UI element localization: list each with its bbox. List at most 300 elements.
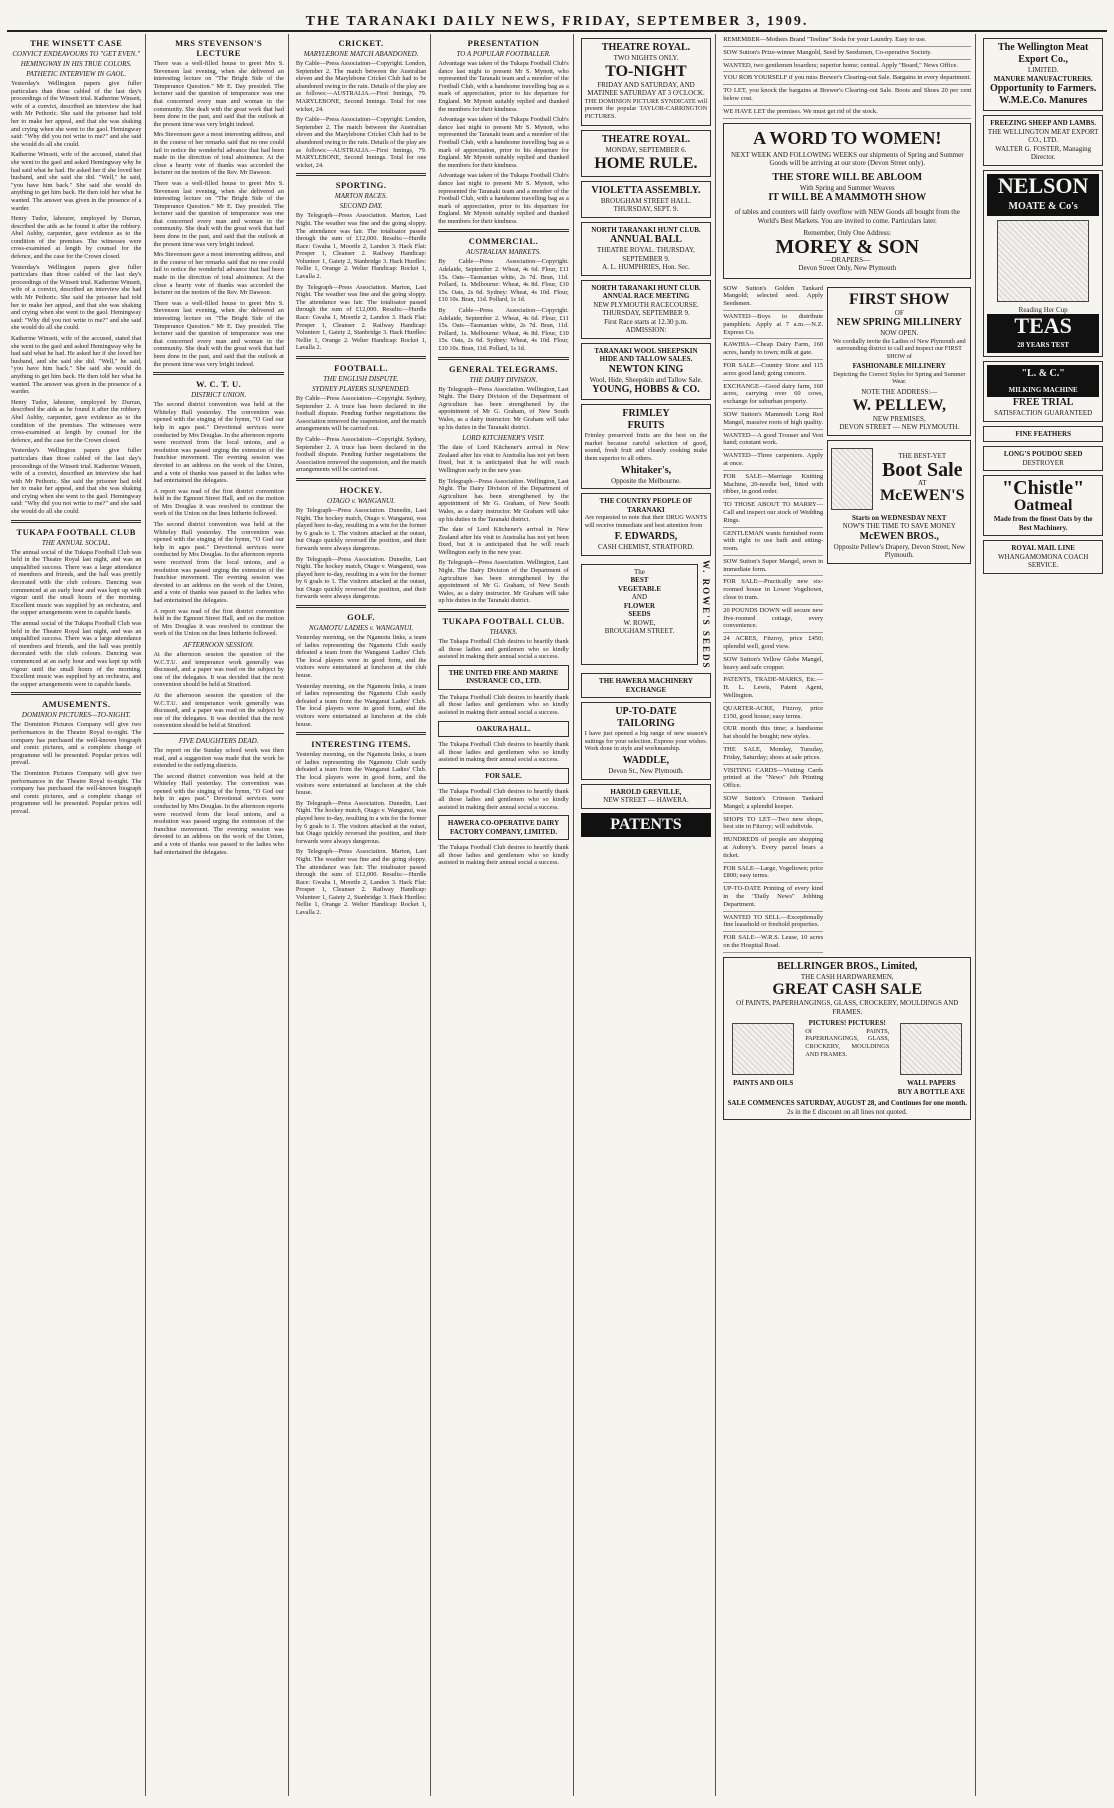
boot-sale-text <box>877 452 967 505</box>
ad-line: AND <box>631 593 648 602</box>
classified-ad: KAWHIA—Cheap Dairy Farm, 160 acres, handy to town; milk at gate. <box>723 339 823 360</box>
paints-block <box>727 1019 799 1096</box>
ad-line: NOW OPEN. <box>880 329 919 338</box>
subhead: MARTON RACES. <box>334 192 388 201</box>
ad-hunt-ball <box>581 222 711 276</box>
wallpaper-icon <box>900 1023 962 1075</box>
ad-bellringer <box>723 957 971 1121</box>
ad-title: VIOLETTA ASSEMBLY. <box>591 184 701 196</box>
ad-milking-machine <box>983 361 1103 422</box>
subhead: PATHETIC INTERVIEW IN GAOL. <box>26 70 127 78</box>
article-text: The Tukapa Football Club desires to heartily thank all those ladies and gentlemen who so kindly assisted in making their annual social a success. <box>438 844 569 867</box>
article-text: Yesterday's Wellington papers give fuller particulars than those cabled of the last day's proceedings of the Winsett trial. Katherine Winsett, wife of a convict, described an interview she had with Mr Pethoric. She said the prisoner had told her to make her appeal, and that she was shaking and crying when she went to the gaol. Hemingway said: "Why did you not write to me?" and she said she would do all she could. <box>11 263 142 332</box>
ad-line: 2s in the £ discount on all lines not quoted. <box>787 1107 908 1116</box>
ad-line: THE CASH HARDWAREMEN, <box>800 972 894 981</box>
classified-ad: VISITING CARDS—Visiting Cards printed at the "News" Job Printing Office. <box>723 765 823 793</box>
article-text: By Telegraph—Press Association. Marton, Last Night. The weather was fine and the going sloppy. The attendance was fair. The totalisator passed through the sum of £12,000. Results:—Hurdle Race: Gwaha 1, Moortle 2, Landon 3. Hack Flat: Prosper 1, Cleanser 2. Railway Handicap: Volunteer 1, Gaiety 2, Stanbridge 3. Hack Hurdles: Nellie 1, Orange 2. Welter Handicap: Rocket 1, Lavalla 2. <box>295 212 427 281</box>
article-text: By Cable—Press Association—Copyright. London, September 2. The match between the Australian eleven and the Marylebone Cricket Club had to be abandoned owing to the rain. Details of the play are as follows:—AUSTRALIA.—First Innings, 79. MARYLEBONE, Second Innings. Total for one wicket, 24. <box>295 116 427 169</box>
article-text: The Dominion Pictures Company will give two performances in the Theatre Royal to-night. The company has purchased the well-known biograph and comic pictures, and a complete change of programme will be presented. Popular prices will prevail. <box>11 769 142 815</box>
classified-ad: SOW Sutton's Crimson Tankard Mangel; a splendid keeper. <box>723 793 823 814</box>
classified-ad: WE HAVE LET the premises. We must get rid of the stock. <box>723 106 971 119</box>
classified-ad: WANTED—Three carpenters. Apply at once. <box>723 450 823 471</box>
article-text: By Telegraph—Press Association. Dunedin, Last Night. The hockey match, Otago v. Wanganui, was played here to-day, resulting in a win for the former by 6 goals to 1. The visitors attacked at the outset, but Otago quickly reversed the position, and their forwards were always dangerous. <box>295 799 427 845</box>
ad-edwards-chemist <box>581 493 711 556</box>
ad-frimley <box>581 404 711 489</box>
article-text: The Tukapa Football Club desires to heartily thank all those ladies and gentlemen who so kindly assisted in making their annual social a success. <box>438 741 569 764</box>
column-5 <box>577 34 716 1796</box>
column-1 <box>7 34 146 1796</box>
ad-text: Of PAINTS, PAPERHANGINGS, GLASS, CROCKERY, MOULDINGS AND FRAMES. <box>805 1027 890 1058</box>
classified-ad: FOR SALE—Practically new six-roomed house in Lower Vogeltown, close to tram. <box>723 576 823 604</box>
article-text: The date of Lord Kitchener's arrival in New Zealand after his visit to Australia has not yet been fixed, but it is anticipated that he will reach Wellington early in the new year. <box>438 526 569 556</box>
classified-ad: FOR SALE—W.R.S. Lease, 10 acres on the Hospital Road. <box>723 932 823 953</box>
ad-line: FASHIONABLE MILLINERY <box>852 362 946 371</box>
article-text: There was a well-filled house to greet Mrs S. Stevenson last evening, when she delivered an interesting lecture on "The Bright Side of the Temperance Question." Mr E. Day presided. The lecturer said the question of temperance was one that concerned every man and woman in the community. She dealt with the great work that had been done in the past, and said that the outlook at the present time was very bright indeed. <box>153 299 284 368</box>
ad-line: MANURE MANUFACTURERS. <box>993 74 1093 83</box>
classified-ad: FOR SALE—Marriage Knitting Machine, 20-needle bed, fitted with ribber, in good order. <box>723 471 823 499</box>
ad-headline: Boot Sale <box>881 458 963 481</box>
seed-tailor-block <box>581 560 711 669</box>
ad-headline: Whitaker's, <box>620 464 672 476</box>
ad-line: BROUGHAM STREET HALL. THURSDAY, SEPT. 9. <box>600 196 692 214</box>
ad-headline: WADDLE, <box>622 755 670 767</box>
display-ads <box>827 283 971 953</box>
ad-title: THEATRE ROYAL. <box>601 42 691 53</box>
ad-text: THE DOMINION PICTURE SYNDICATE will present the popular TAYLOR-CARRINGTON PICTURES. <box>584 97 708 120</box>
ad-insurance <box>438 665 568 690</box>
classified-ad: THE SALE, Monday, Tuesday, Friday, Saturday; shoes at sale prices. <box>723 744 823 765</box>
ad-headline: Opportunity to Farmers. <box>989 83 1097 94</box>
ad-headline: HOME RULE. <box>594 154 698 172</box>
ad-violetta <box>581 181 711 218</box>
ad-title: THE COUNTRY PEOPLE OF TARANAKI <box>599 497 693 514</box>
subhead: DOMINION PICTURES—TO-NIGHT. <box>21 711 131 720</box>
boot-illustration-icon <box>831 448 873 510</box>
ad-home-rule <box>581 130 711 177</box>
divider <box>11 520 141 523</box>
article-text: By Telegraph—Press Association. Dunedin, Last Night. The hockey match, Otago v. Wanganui, was played here to-day, resulting in a win for the former by 6 goals to 1. The visitors attacked at the outset, but Otago quickly reversed the position, and their forwards were always dangerous. <box>295 506 427 552</box>
headline-wctu: W. C. T. U. <box>196 379 242 390</box>
headline-interesting-items: INTERESTING ITEMS. <box>311 739 411 750</box>
ad-headline: FREE TRIAL <box>1012 397 1074 408</box>
ad-headline: Oatmeal <box>1013 497 1073 514</box>
ad-headline: F. EDWARDS, <box>614 531 678 543</box>
ad-title: TARANAKI WOOL SHEEPSKIN HIDE AND TALLOW SALES. <box>594 346 698 364</box>
article-text: The Dominion Pictures Company will give two performances in the Theatre Royal to-night. The company has purchased the well-known biograph and comic pictures, and a complete change of programme will be presented. Popular prices will prevail. <box>11 721 142 767</box>
woman-reading-cup-icon <box>997 220 1089 302</box>
ad-line: THE WELLINGTON MEAT EXPORT CO., LTD. <box>987 127 1099 144</box>
ad-text: NEXT WEEK AND FOLLOWING WEEKS our shipments of Spring and Summer Goods will be arriving at our store (Devon Street only). <box>730 150 964 168</box>
subhead: SYDNEY PLAYERS SUSPENDED. <box>311 385 411 393</box>
ad-line: 28 YEARS TEST <box>987 338 1099 353</box>
ad-line: WALTER G. FOSTER, Managing Director. <box>995 144 1092 161</box>
ad-text: of tables and counters will fairly overflow with NEW Goods all bought from the World's Best Markets. You are invited to come. Particulars later. <box>734 208 960 225</box>
classified-ad: FOR SALE—Large, Vogeltown; price £800; easy terms. <box>723 863 823 884</box>
classified-ad: WANTED, two gentlemen boarders; superior home; central. Apply "Board," News Office. <box>723 60 971 73</box>
ad-mcewen-boot-sale <box>827 440 971 564</box>
ad-text: Are requested to note that their DRUG WANTS will receive immediate and best attention from <box>584 514 708 529</box>
article-text: The Tukapa Football Club desires to heartily thank all those ladies and gentlemen who so kindly assisted in making their annual social a success. <box>438 788 569 811</box>
column-2 <box>149 34 288 1796</box>
divider <box>296 605 426 608</box>
ad-line: DEVON STREET — NEW PLYMOUTH. <box>839 423 960 432</box>
article-text: At the afternoon session the question of the W.C.T.U. and temperance work generally was discussed, and a paper was read on the subject by one of the delegates. It was decided that the next convention should be held at Stratford. <box>153 650 284 689</box>
subhead: OTAGO v. WANGANUI. <box>327 496 396 505</box>
ad-line: Devon Street Only, New Plymouth <box>798 264 897 273</box>
ad-line: NOTE THE ADDRESS:— <box>861 388 938 397</box>
ad-text: Frimley preserved fruits are the best on the market because careful selection of good, sound, fresh fruit and cleanly cooking make them superior to all others. <box>584 432 708 463</box>
ad-line: OF <box>894 308 904 317</box>
ad-line: The <box>634 567 645 576</box>
headline-general-telegrams: GENERAL TELEGRAMS. <box>449 363 559 374</box>
ad-line: Wool, Hide, Sheepskin and Tallow Sale. <box>589 375 703 384</box>
column-3 <box>292 34 431 1796</box>
ad-headline: McEWEN'S <box>880 487 965 505</box>
article-text: A report was read of the first district convention held in the Egmont Street Hall, and on the motion of Mrs Douglas it was resolved to continue the work of the Union on the lines hitherto followed. <box>153 607 284 638</box>
divider <box>296 173 426 176</box>
ad-morey-son <box>723 123 971 279</box>
paint-can-icon <box>732 1023 794 1075</box>
subhead: FIVE DAUGHTERS DEAD. <box>178 736 259 745</box>
subhead: MARYLEBONE MATCH ABANDONED. <box>303 50 419 58</box>
subhead: THE ANNUAL SOCIAL. <box>41 538 111 547</box>
ad-line: MONDAY, SEPTEMBER 6. <box>605 146 687 155</box>
ad-line: Made from the finest Oats by the Best Machinery. <box>993 515 1093 532</box>
ad-headline: A WORD TO WOMEN! <box>753 127 942 148</box>
article-text: There was a well-filled house to greet Mrs S. Stevenson last evening, when she delivered an interesting lecture on "The Bright Side of the Temperance Question." Mr E. Day presided. The lecturer said the question of temperance was one that concerned every man and woman in the community. She dealt with the great work that had been done in the past, and said that the outlook at the present time was very bright indeed. <box>153 60 284 128</box>
subhead: NGAMOTU LADIES v. WANGANUI. <box>309 624 414 633</box>
article-text: Katherine Winsett, wife of the accused, stated that she went to the gaol and asked Hemingway why he had said what he had. He asked her if she loved her husband, and she said she did. "Well," he said, "you have him back." She said she would do anything to get him back. He then told her what he wanted. The answer was given in the presence of a warder. <box>11 335 142 396</box>
ad-line: Of PAINTS, PAPERHANGINGS, GLASS, CROCKERY, MOULDINGS AND FRAMES. <box>736 999 959 1016</box>
classified-ad: FOR SALE—Country Store and 115 acres good land; going concern. <box>723 360 823 381</box>
ad-nelson-moate <box>983 170 1103 357</box>
article-text: The date of Lord Kitchener's arrival in New Zealand after his visit to Australia has not yet been fixed, but it is anticipated that he will reach Wellington early in the new year. <box>438 444 569 474</box>
article-text: By Cable—Press Association—Copyright. Sydney, September 2. A truce has been declared in the football dispute. Pending further negotiations the Association removed the suspension, and the match arrangements will be carried out. <box>295 435 427 474</box>
article-text: By Telegraph—Press Association. Dunedin, Last Night. The hockey match, Otago v. Wanganui, was played here to-day, resulting in a win for the former by 6 goals to 1. The visitors attacked at the outset, but Otago quickly reversed the position, and their forwards were always dangerous. <box>295 555 427 601</box>
classified-and-millinery <box>723 283 971 953</box>
divider <box>296 356 426 359</box>
ad-race-meeting <box>581 280 711 339</box>
subhead: SECOND DAY. <box>339 202 383 211</box>
ad-headline: "L. & C." <box>987 365 1099 383</box>
article-text: By Telegraph—Press Association. Marton, Last Night. The weather was fine and the going sloppy. The attendance was fair. The totalisator passed through the sum of £12,000. Results:—Hurdle Race: Gwaha 1, Moortle 2, Landon 3. Hack Flat: Prosper 1, Cleanser 2. Railway Handicap: Volunteer 1, Gaiety 2, Stanbridge 3. Hack Hurdles: Nellie 1, Orange 2. Welter Handicap: Rocket 1, Lavalla 2. <box>295 283 427 352</box>
ad-line: Remember, Only One Address: <box>803 229 892 238</box>
classified-ad: REMEMBER—Mothers Brand "Teeline" Soda for your Laundry. Easy to use. <box>723 34 971 47</box>
ad-theatre-royal <box>581 38 711 126</box>
ad-patents: PATENTS <box>581 813 711 837</box>
ad-tailoring <box>581 702 711 779</box>
ad-line: NEW STREET — HAWERA. <box>603 796 689 805</box>
article-text: The annual social of the Tukapa Football Club was held in the Theatre Royal last night, and was an unqualified success. There was a large attendance of members and friends, and the hall was prettily decorated with the club colours. Dancing was commenced at an early hour and was kept up with vigour until the small hours of the morning. Excellent music was supplied by an orchestra, and the supper arrangements were in capable hands. <box>11 620 142 688</box>
ad-headline: NEWTON KING <box>608 363 684 375</box>
headline-hockey: HOCKEY. <box>339 484 383 495</box>
article-text: By Telegraph—Press Association. Wellington, Last Night. The Dairy Division of the Department of Agriculture has been strengthened by the appointment of Mr G. Graham, of New South Wales, as a dairy instructor. Mr Graham will take up his duties in the Taranaki district. <box>438 559 569 605</box>
ad-line: Opposite the Melbourne. <box>611 476 681 485</box>
columns <box>7 34 1107 1796</box>
ad-line: —DRAPERS— <box>824 255 871 264</box>
ad-headline: FIRST SHOW <box>848 290 950 308</box>
ad-line: With Spring and Summer Weaves <box>799 183 895 192</box>
ad-machinery <box>581 673 711 698</box>
classified-ad: WANTED TO SELL—Exceptionally fine leasehold or freehold properties. <box>723 912 823 933</box>
article-text: Mrs Stevenson gave a most interesting address, and in the course of her remarks said that no one could fail to notice the wonderful advance that had been made in the direction of total abstinence. At the close a hearty vote of thanks was accorded the lecturer on the motion of the Rev. Mr Dawson. <box>153 131 284 177</box>
classified-ad: SOW Sutton's Super Mangel, sown in immediate form. <box>723 556 823 577</box>
ad-headline: NEW SPRING MILLINERY <box>836 317 962 329</box>
article-text: By Cable—Press Association—Copyright. Adelaide, September 2. Wheat, 4s 6d. Flour, £11 15s. Oats—Tasmanian white, 2s 7d. Bran, 11d. Pollard, 1s. Melbourne: Wheat, 4s 8d. Flour, £10 15s. Oats, 2s 6d. Sydney: Wheat, 4s 10d. Flour, £10 10s. Bran, 11d. Pollard, 1s 1d. <box>438 307 569 352</box>
article-text: The Tukapa Football Club desires to heartily thank all those ladies and gentlemen who so kindly assisted in making their annual social a success. <box>438 693 569 716</box>
article-text: The report on the Sunday school work was then read, and a suggestion was made that the work be extended to the outlying districts. <box>153 746 284 770</box>
wallpaper-block <box>895 1019 967 1096</box>
classified-ad: EXCHANGE—Good dairy farm, 160 acres, carrying over 60 cows, exchange for suburban property. <box>723 381 823 409</box>
ad-headline: FRIMLEY <box>622 408 670 420</box>
ad-line: DESTROYER <box>1022 458 1064 467</box>
ad-rowe-seeds <box>581 564 698 665</box>
ad-text: I have just opened a big range of new season's suitings for your selection. Express your wishes. Work done in style and workmanship. <box>584 730 708 753</box>
ad-headline: MOATE & Co's <box>987 198 1099 216</box>
ad-title: THEATRE ROYAL. <box>601 134 691 146</box>
ad-line: SATISFACTION GUARANTEED <box>994 409 1093 417</box>
ad-greville <box>581 784 711 809</box>
ad-freezing <box>983 115 1103 166</box>
article-text: By Telegraph—Press Association. Marton, Last Night. The weather was fine and the going sloppy. The attendance was fair. The totalisator passed through the sum of £12,000. Results:—Hurdle Race: Gwaha 1, Moortle 2, Landon 3. Hack Flat: Prosper 1, Cleanser 2. Railway Handicap: Volunteer 1, Gaiety 2, Stanbridge 3. Hack Hurdles: Nellie 1, Orange 2. Welter Handicap: Rocket 1, Lavalla 2. <box>295 848 427 917</box>
article-text: Advantage was taken of the Tukapa Football Club's dance last night to present Mr S. Mynott, who represented the Taranaki team and a member of the Football Club, with a handsome travelling bag as a mark of appreciation, prior to his departure for England. Mr Mynott suitably replied and thanked the members for their kindness. <box>438 116 569 169</box>
divider <box>153 733 283 734</box>
ad-headline: The Wellington Meat Export Co., <box>997 42 1089 65</box>
article-text: By Telegraph—Press Association. Wellington, Last Night. The Dairy Division of the Department of Agriculture has been strengthened by the appointment of Mr G. Graham, of New South Wales, as a dairy instructor. Mr Graham will take up his duties in the Taranaki district. <box>438 385 569 431</box>
article-text: Yesterday morning, on the Ngamotu links, a team of ladies representing the Ngamotu Club easily defeated a team from the Wanganui Ladies' Club. The local players were in good form, and the visitors were entertained at luncheon at the club house. <box>295 751 427 797</box>
ad-line: WHANGAMOMONA COACH SERVICE. <box>997 552 1089 569</box>
ad-headline: W.M.E.Co. Manures <box>999 95 1088 106</box>
classified-ad: YOU ROB YOURSELF if you miss Brewer's Clearing-out Sale. Bargains in every department. <box>723 72 971 85</box>
ad-title: THE HAWERA MACHINERY EXCHANGE <box>599 677 693 694</box>
ad-line: A. L. HUMPHRIES, Hon. Sec. <box>602 263 690 272</box>
ad-title: HAWERA CO-OPERATIVE DAIRY FACTORY COMPANY, LIMITED. <box>447 819 560 836</box>
headline-cricket: CRICKET. <box>338 38 384 48</box>
ad-line: Devon St., New Plymouth. <box>608 767 684 776</box>
headline-football: FOOTBALL. <box>334 363 389 373</box>
column-6 <box>719 34 976 1796</box>
ad-line: BROUGHAM STREET. <box>604 627 675 636</box>
article-text: The Tukapa Football Club desires to heartily thank all those ladies and gentlemen who so kindly assisted in making their annual social a success. <box>438 638 569 661</box>
article-text: Yesterday's Wellington papers give fuller particulars than those cabled of the last day's proceedings of the Winsett trial. Katherine Winsett, wife of a convict, described an interview she had with Mr Pethoric. She said the prisoner had told her to make her appeal, and that she was shaking and crying when she went to the gaol. Hemingway said: "Why did you not write to me?" and she said she would do all she could. <box>11 80 142 148</box>
ad-headline: IT WILL BE A MAMMOTH SHOW <box>768 192 927 204</box>
ad-headline: GREAT CASH SALE <box>772 981 923 999</box>
column-7 <box>979 34 1107 1796</box>
subhead: TO A POPULAR FOOTBALLER. <box>456 50 551 58</box>
subhead: CONVICT ENDEAVOURS TO "GET EVEN." <box>12 50 141 58</box>
article-text: Mrs Stevenson gave a most interesting address, and in the course of her remarks said that no one could fail to notice the wonderful advance that had been made in the direction of total abstinence. At the close a hearty vote of thanks was accorded the lecturer on the motion of the Rev. Mr Dawson. <box>153 251 284 297</box>
ad-line: NEW PREMISES, <box>872 414 926 423</box>
boot-sale-row <box>831 444 967 514</box>
ad-title: FINE FEATHERS <box>1015 429 1071 438</box>
ad-pellew-millinery <box>827 287 971 436</box>
newspaper-page <box>7 6 1107 1796</box>
ad-headline: FRUITS <box>627 420 665 432</box>
subhead: THE DAIRY DIVISION. <box>469 375 538 384</box>
divider <box>153 372 283 375</box>
classified-ad: 20 POUNDS DOWN will secure new five-roomed cottage, every convenience. <box>723 605 823 633</box>
article-text: Henry Tudor, labourer, employed by Durran, described the aids as he found it after the robbery. Abel Ashby, carpenter, gave evidence as to the condition of the premises. The witnesses were cross-examined at length by counsel for the defence, and the case for the Crown closed. <box>11 398 142 444</box>
article-text: There was a well-filled house to greet Mrs S. Stevenson last evening, when she delivered an interesting lecture on "The Bright Side of the Temperance Question." Mr E. Day presided. The lecturer said the question of temperance was one that concerned every man and woman in the community. She dealt with the great work that had been done in the past, and said that the outlook at the present time was very bright indeed. <box>153 179 284 248</box>
ad-line: BEST <box>630 576 649 585</box>
classified-ad: GENTLEMAN wants furnished room with right to use bath and sitting-room. <box>723 528 823 556</box>
article-text: The second district convention was held at the Whiteley Hall yesterday. The convention was opened with the singing of the hymn, "O God our help in ages past." Devotional services were conducted by Mrs Douglas. In the afternoon reports were received from the local unions, and a resolution was passed urging the extension of the franchise movement. The evening session was devoted to an address on the work of the Union, and a vote of thanks was passed to the ladies who had entertained the delegates. <box>153 772 284 856</box>
article-text: Yesterday morning, on the Ngamotu links, a team of ladies representing the Ngamotu Club easily defeated a team from the Wanganui Ladies' Club. The local players were in good form, and the visitors were entertained at luncheon at the club house. <box>295 682 427 728</box>
ad-line: THE BEST-YET <box>898 452 947 461</box>
headline-tukapa: TUKAPA FOOTBALL CLUB <box>16 526 136 537</box>
article-text: Katherine Winsett, wife of the accused, stated that she went to the gaol and asked Hemingway why he had said what he had. He asked her if she loved her husband, and she said she did. "Well," he said, "you have him back." She said she would do anything to get him back. He then told her what he wanted. The answer was given in the presence of a warder. <box>11 151 142 212</box>
ad-headline: ANNUAL BALL <box>609 234 682 246</box>
ad-wellington-meat <box>983 38 1103 111</box>
masthead <box>7 6 1107 32</box>
article-text: Advantage was taken of the Tukapa Football Club's dance last night to present Mr S. Mynott, who represented the Taranaki team and a member of the Football Club, with a handsome travelling bag as a mark of appreciation, prior to his departure for England. Mr Mynott suitably replied and thanked the members for their kindness. <box>438 60 569 113</box>
headline-amusements: AMUSEMENTS. <box>41 699 111 710</box>
ad-fine-feathers <box>983 426 1103 443</box>
ad-line: THEATRE ROYAL. THURSDAY, SEPTEMBER 9. <box>597 246 695 263</box>
ad-line: AT <box>917 478 927 487</box>
ad-headline: BELLRINGER BROS., Limited, <box>777 960 918 972</box>
ad-title: NORTH TARANAKI HUNT CLUB. ANNUAL RACE MEETING <box>591 283 701 301</box>
ad-line: W. ROWE, <box>623 618 656 627</box>
ad-title: HAROLD GREVILLE, <box>610 787 682 796</box>
ad-royal-mail <box>983 540 1103 574</box>
ad-headline: "Chistle" <box>1002 477 1085 499</box>
ad-title: NORTH TARANAKI HUNT CLUB. <box>591 225 701 234</box>
headline-tukapa-thanks: TUKAPA FOOTBALL CLUB. <box>442 616 565 627</box>
article-text: Yesterday's Wellington papers give fuller particulars than those cabled of the last day's proceedings of the Winsett trial. Katherine Winsett, wife of a convict, described an interview she had with Mr Pethoric. She said the prisoner had told her to make her appeal, and that she was shaking and crying when she went to the gaol. Hemingway said: "Why did you not write to me?" and she said she would do all she could. <box>11 447 142 516</box>
ad-oakura-hall <box>438 721 568 738</box>
ad-headline: TAILORING <box>617 718 675 730</box>
ad-headline: NELSON <box>987 174 1099 198</box>
headline-commercial: COMMERCIAL. <box>468 236 539 247</box>
column-4 <box>434 34 573 1796</box>
ad-line: SALE COMMENCES SATURDAY, AUGUST 28, and Continues for one month. <box>727 1099 967 1108</box>
classified-ad: QUARTER-ACRE, Fitzroy, price £150, good house; easy terms. <box>723 703 823 724</box>
ad-title: FOR SALE. <box>485 771 522 780</box>
classified-ad: WANTED—A good Trouser and Vest hand; constant work. <box>723 430 823 451</box>
ad-line: First Race starts at 12.30 p.m. ADMISSION: <box>604 317 688 335</box>
ad-title: THE UNITED FIRE AND MARINE INSURANCE CO., LTD. <box>448 668 559 686</box>
rowe-seeds-vertical: W. ROWE'S SEEDS <box>701 559 712 670</box>
article-text: The second district convention was held at the Whiteley Hall yesterday. The convention was opened with the singing of the hymn, "O God our help in ages past." Devotional services were conducted by Mrs Douglas. In the afternoon reports were received from the local unions, and a resolution was passed urging the extension of the franchise movement. The evening session was devoted to an address on the work of the Union, and a vote of thanks was passed to the ladies who had entertained the delegates. <box>153 401 284 485</box>
ad-line: LIMITED. <box>1027 66 1059 74</box>
classified-ad: TO THOSE ABOUT TO MARRY—Call and inspect our stock of Wedding Rings. <box>723 499 823 527</box>
classified-ad: SOW Sutton's Prize-winner Mangold, Seed by Seedsmen, Co-operative Society. <box>723 47 971 60</box>
subhead: AFTERNOON SESSION. <box>183 640 255 649</box>
ad-hawera-dairy <box>438 815 568 840</box>
classified-ad: UP-TO-DATE Printing of every kind in the "Daily News" Jobbing Department. <box>723 883 823 911</box>
ad-title: OAKURA HALL. <box>476 724 531 733</box>
classified-ad: SOW Sutton's Yellow Globe Mangel, heavy and safe cropper. <box>723 654 823 675</box>
article-text: The annual social of the Tukapa Football Club was held in the Theatre Royal last night, and was an unqualified success. There was a large attendance of members and friends, and the hall was prettily decorated with the club colours. Dancing was commenced at an early hour and was kept up with vigour until the small hours of the morning. Excellent music was supplied by an orchestra, and the supper arrangements were in capable hands. <box>11 548 142 617</box>
headline-presentation: PRESENTATION <box>467 38 540 48</box>
article-text: By Cable—Press Association—Copyright. London, September 2. The match between the Australian eleven and the Marylebone Cricket Club had to be abandoned owing to the rain. Details of the play are as follows:—AUSTRALIA.—First Innings, 79. MARYLEBONE, Second Innings. Total for one wicket, 24. <box>295 60 427 113</box>
ad-line: NEW PLYMOUTH RACECOURSE. THURSDAY, SEPTEMBER 9. <box>593 300 699 318</box>
ad-headline: TO-NIGHT <box>605 62 687 80</box>
ad-headline: THE STORE WILL BE ABLOOM <box>772 171 923 183</box>
ad-title: ROYAL MAIL LINE <box>1011 544 1075 552</box>
ad-line: PAINTS AND OILS <box>733 1079 794 1088</box>
ad-headline: TEAS <box>987 314 1099 338</box>
classified-ad: SOW Sutton's Mammoth Long Red Mangel, massive roots of high quality. <box>723 409 823 430</box>
classified-ad: HUNDREDS of people are shopping at Aubrey's. Every parcel bears a ticket. <box>723 834 823 862</box>
bellringer-row <box>727 1019 967 1096</box>
classified-list <box>723 283 823 953</box>
ad-line: TWO NIGHTS ONLY. <box>613 54 679 62</box>
divider <box>438 609 568 612</box>
ad-headline: MOREY & SON <box>775 235 920 258</box>
ad-line: SEEDS <box>628 610 651 619</box>
ad-for-sale <box>438 768 568 785</box>
subhead: DISTRICT UNION. <box>191 391 247 400</box>
ad-line: NOW'S THE TIME TO SAVE MONEY <box>842 522 956 531</box>
ad-wool-sales <box>581 343 711 401</box>
ad-line: PICTURES! PICTURES! <box>808 1019 886 1028</box>
divider <box>296 478 426 481</box>
article-text: Yesterday morning, on the Ngamotu links, a team of ladies representing the Ngamotu Club easily defeated a team from the Wanganui Ladies' Club. The local players were in good form, and the visitors were entertained at luncheon at the club house. <box>295 634 427 680</box>
ad-headline: McEWEN BROS., <box>859 530 939 542</box>
divider <box>11 692 141 695</box>
article-text: A report was read of the first district convention held in the Egmont Street Hall, and on the motion of Mrs Douglas it was resolved to continue the work of the Union on the lines hitherto followed. <box>153 487 284 518</box>
ad-title: FREEZING SHEEP AND LAMBS. <box>990 119 1097 127</box>
headline-golf: GOLF. <box>347 612 376 623</box>
article-text: Advantage was taken of the Tukapa Football Club's dance last night to present Mr S. Mynott, who represented the Taranaki team and a member of the Football Club, with a handsome travelling bag as a mark of appreciation, prior to his departure for England. Mr Mynott suitably replied and thanked the members for their kindness. <box>438 172 569 225</box>
ad-text: Depicting the Correct Styles for Spring and Summer Wear. <box>833 370 966 386</box>
ad-chistle-oatmeal <box>983 475 1103 536</box>
subhead: AUSTRALIAN MARKETS. <box>466 248 541 257</box>
classified-ad: TO LET, you knock the bargains at Brewer's Clearing-out Sale. Boots and Shoes 20 per cent below cost. <box>723 85 971 106</box>
ad-text: We cordially invite the Ladies of New Plymouth and surrounding district to call and inspect our FIRST SHOW of <box>832 337 966 360</box>
divider <box>296 732 426 735</box>
ad-line: CASH CHEMIST, STRATFORD. <box>597 543 694 552</box>
ad-line: WALL PAPERS <box>906 1079 956 1088</box>
ad-title: LONG'S POUDOU SEED <box>1003 450 1083 458</box>
ad-headline: W. PELLEW, <box>852 396 947 414</box>
headline-winsett: THE WINSETT CASE <box>30 38 123 48</box>
article-text: Henry Tudor, labourer, employed by Durran, described the aids as he found it after the robbery. Abel Ashby, carpenter, gave evidence as to the condition of the premises. The witnesses were cross-examined at length by counsel for the defence, and the case for the Crown closed. <box>11 215 142 261</box>
article-text: By Cable—Press Association—Copyright. Sydney, September 2. A truce has been declared in the football dispute. Pending further negotiations the Association removed the suspension, and the match arrangements will be carried out. <box>295 395 427 433</box>
ad-line: Starts on WEDNESDAY NEXT <box>852 513 947 522</box>
pictures-block <box>805 1019 889 1096</box>
classified-ad: SOW Sutton's Golden Tankard Mangold; selected seed. Apply Seedsmen. <box>723 283 823 311</box>
classified-ad: WANTED—Boys to distribute pamphlets. Apply at 7 a.m.—N.Z. Express Co. <box>723 311 823 339</box>
article-text: By Telegraph—Press Association. Wellington, Last Night. The Dairy Division of the Department of Agriculture has been strengthened by the appointment of Mr G. Graham, of New South Wales, as a dairy instructor. Mr Graham will take up his duties in the Taranaki district. <box>438 477 569 523</box>
masthead-title: THE TARANAKI DAILY NEWS, FRIDAY, SEPTEMBER 3, 1909. <box>305 14 809 29</box>
article-text: The second district convention was held at the Whiteley Hall yesterday. The convention was opened with the singing of the hymn, "O God our help in ages past." Devotional services were conducted by Mrs Douglas. In the afternoon reports were received from the local unions, and a resolution was passed urging the extension of the franchise movement. The evening session was devoted to an address on the work of the Union, and a vote of thanks was passed to the ladies who had entertained the delegates. <box>153 521 284 604</box>
article-text: By Cable—Press Association—Copyright. Adelaide, September 2. Wheat, 4s 6d. Flour, £11 15s. Oats—Tasmanian white, 2s 7d. Bran, 11d. Pollard, 1s. Melbourne: Wheat, 4s 8d. Flour, £10 15s. Oats, 2s 6d. Sydney: Wheat, 4s 10d. Flour, £10 10s. Bran, 11d. Pollard, 1s 1d. <box>438 258 569 304</box>
subhead: HEMINGWAY IN HIS TRUE COLORS. <box>20 60 132 68</box>
headline-stevenson: MRS STEVENSON'S LECTURE <box>175 38 263 58</box>
divider <box>438 229 568 232</box>
subhead: THE ENGLISH DISPUTE. <box>323 375 399 383</box>
ad-headline: UP-TO-DATE <box>615 706 677 718</box>
classified-ad: OUR month this time; a handsome hat should be bought; new styles. <box>723 723 823 744</box>
classified-ad: SHOPS TO LET—Two new shops, best site in Fitzroy; will subdivide. <box>723 814 823 835</box>
subhead: THANKS. <box>489 628 518 637</box>
ad-line: MILKING MACHINE <box>987 383 1099 398</box>
article-text: At the afternoon session the question of the W.C.T.U. and temperance work generally was discussed, and a paper was read on the subject by one of the delegates. It was decided that the next convention should be held at Stratford. <box>153 691 284 730</box>
subhead: LORD KITCHENER'S VISIT. <box>462 434 545 443</box>
ad-line: Opposite Pellew's Drapery, Devon Street, New Plymouth. <box>833 542 965 560</box>
ad-long-destroyer <box>983 446 1103 471</box>
ad-line: FRIDAY AND SATURDAY, AND MATINEE SATURDAY AT 3 O'CLOCK. <box>587 80 705 97</box>
ad-headline: YOUNG, HOBBS & CO. <box>592 384 700 396</box>
ad-line: VEGETABLE <box>617 584 661 593</box>
ad-line: Reading Her Cup <box>1018 305 1068 314</box>
divider <box>438 357 568 360</box>
ad-line: BUY A BOTTLE AXE <box>897 1087 965 1096</box>
ad-line: FLOWER <box>623 601 656 610</box>
